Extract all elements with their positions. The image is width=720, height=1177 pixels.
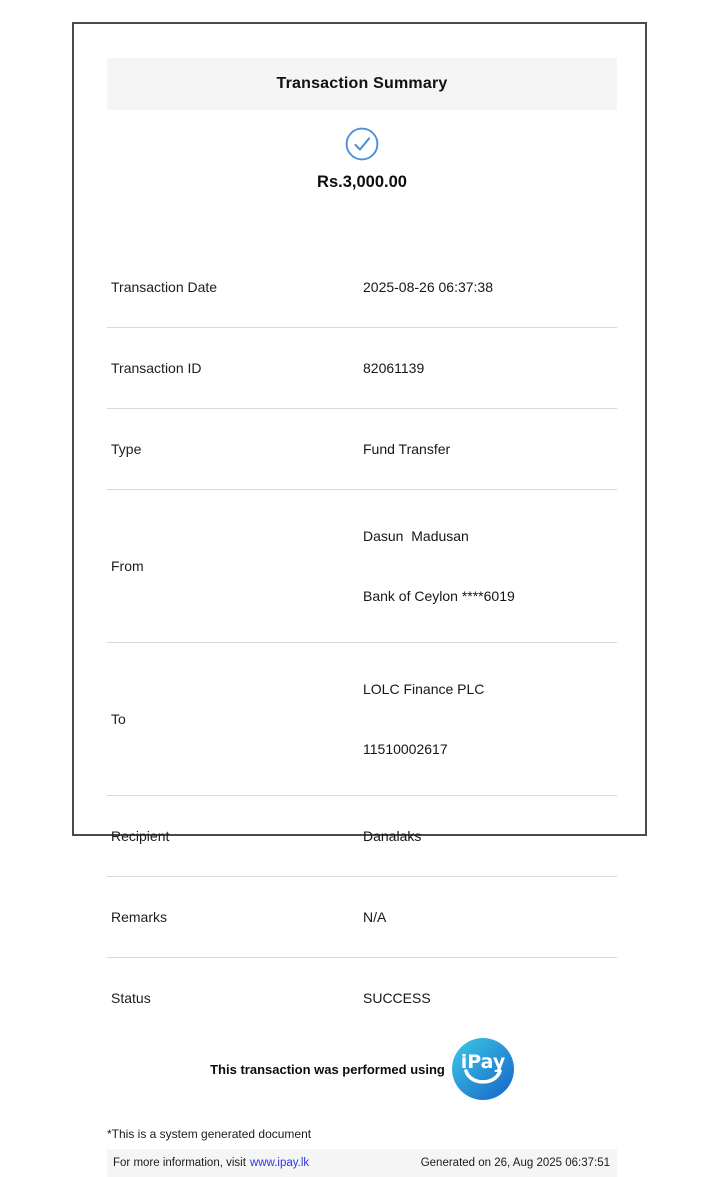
transaction-amount: Rs.3,000.00 bbox=[317, 173, 407, 191]
system-generated-note: *This is a system generated document bbox=[107, 1127, 312, 1141]
check-circle-icon bbox=[345, 127, 379, 161]
status-value: SUCCESS bbox=[363, 990, 431, 1006]
row-value: Dasun Madusan Bank of Ceylon ****6019 bbox=[363, 528, 515, 604]
row-label: Type bbox=[111, 441, 142, 457]
footer-info-text: For more information, visit bbox=[113, 1157, 246, 1169]
table-row-from bbox=[107, 490, 617, 643]
table-row-status bbox=[107, 958, 617, 1038]
row-value: N/A bbox=[363, 909, 387, 925]
row-value: Fund Transfer bbox=[363, 441, 451, 457]
row-label: Remarks bbox=[111, 909, 168, 925]
table-row-type bbox=[107, 409, 617, 490]
page-title: Transaction Summary bbox=[107, 58, 617, 110]
transaction-details-table bbox=[107, 247, 617, 1038]
ipay-website-link[interactable]: www.ipay.lk bbox=[249, 1157, 310, 1169]
success-check-wrap bbox=[107, 127, 617, 161]
row-label: Transaction ID bbox=[111, 360, 202, 376]
table-row-transaction-date bbox=[107, 247, 617, 328]
row-label: Transaction Date bbox=[111, 279, 218, 295]
row-value: LOLC Finance PLC 11510002617 bbox=[363, 681, 485, 757]
performed-using-line bbox=[107, 1038, 617, 1100]
row-label: Recipient bbox=[111, 828, 170, 844]
row-label: To bbox=[111, 711, 126, 727]
row-label: From bbox=[111, 558, 144, 574]
performed-using-text: This transaction was performed using bbox=[210, 1061, 445, 1077]
generated-timestamp: Generated on 26, Aug 2025 06:37:51 bbox=[420, 1157, 610, 1169]
ipay-logo-icon bbox=[452, 1038, 514, 1100]
footer-bar bbox=[107, 1149, 617, 1177]
table-row-to bbox=[107, 643, 617, 796]
row-label: Status bbox=[111, 990, 151, 1006]
table-row-remarks bbox=[107, 877, 617, 958]
row-value: Danalaks bbox=[363, 828, 422, 844]
table-row-transaction-id bbox=[107, 328, 617, 409]
table-row-recipient bbox=[107, 796, 617, 877]
ipay-logo-text: iPay bbox=[460, 1051, 506, 1073]
row-value: 82061139 bbox=[363, 360, 425, 376]
footer-info bbox=[113, 1157, 309, 1169]
receipt-sheet bbox=[72, 22, 647, 1169]
row-value: 2025-08-26 06:37:38 bbox=[363, 279, 493, 295]
